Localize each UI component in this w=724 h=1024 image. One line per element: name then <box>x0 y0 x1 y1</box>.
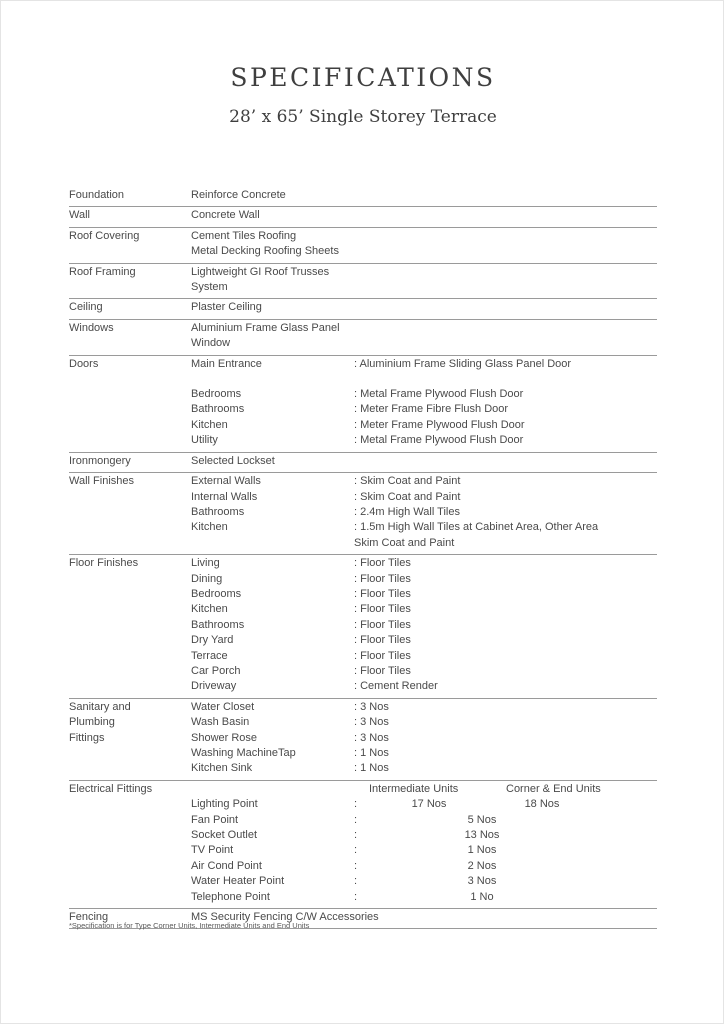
spec-value: : Meter Frame Plywood Flush Door <box>354 418 525 431</box>
spec-item: Water Closet <box>191 700 255 713</box>
spec-item: Metal Decking Roofing Sheets <box>191 245 339 258</box>
spec-item: Lightweight GI Roof Trusses System <box>191 265 330 294</box>
spec-item: Telephone Point <box>191 890 270 903</box>
quantity: 13 Nos <box>464 829 500 842</box>
spec-line <box>191 731 657 746</box>
colon: : <box>354 875 358 888</box>
page-title: SPECIFICATIONS <box>230 63 496 92</box>
colon: : <box>354 844 358 857</box>
spec-category: Electrical Fittings <box>69 782 153 795</box>
quantity: 5 Nos <box>467 813 497 826</box>
spec-row <box>69 299 657 319</box>
spec-value: : Floor Tiles <box>354 618 411 631</box>
electrical-line <box>191 797 657 812</box>
spec-category: Foundation <box>69 189 125 201</box>
spec-category: Roof Covering <box>69 229 140 242</box>
spec-item: Bathrooms <box>191 403 245 416</box>
spec-details <box>191 474 657 551</box>
spec-line <box>191 618 657 633</box>
quantity: 2 Nos <box>467 859 497 872</box>
quantity: 3 Nos <box>467 875 497 888</box>
colon: : <box>354 890 358 903</box>
spec-details <box>191 321 657 352</box>
spec-value: : Floor Tiles <box>354 664 411 677</box>
spec-item: Bedrooms <box>191 587 242 600</box>
spec-item: TV Point <box>191 844 234 857</box>
spec-line <box>191 572 657 587</box>
spec-item: Utility <box>191 434 218 447</box>
spec-item: Bedrooms <box>191 388 242 401</box>
spec-category: Fencing <box>69 911 109 924</box>
spec-line <box>191 402 657 417</box>
spec-item: Kitchen Sink <box>191 762 253 775</box>
spec-item: Dry Yard <box>191 634 234 647</box>
spec-details <box>191 357 657 449</box>
electrical-line <box>191 859 657 874</box>
spec-details <box>191 229 657 260</box>
spec-value: : 3 Nos <box>354 716 389 729</box>
spec-line <box>191 587 657 602</box>
electrical-line <box>191 828 657 843</box>
electrical-line <box>191 874 657 889</box>
spec-item: Bathrooms <box>191 505 245 518</box>
spec-line <box>191 761 657 776</box>
spec-item: Car Porch <box>191 664 241 677</box>
spec-line <box>191 700 657 715</box>
spec-details <box>191 265 657 296</box>
spec-value: : Metal Frame Plywood Flush Door <box>354 388 524 401</box>
spec-row <box>69 356 657 453</box>
spec-value: : Meter Frame Fibre Flush Door <box>354 403 509 416</box>
spec-line <box>191 490 657 505</box>
spec-line <box>191 474 657 489</box>
spec-item: Socket Outlet <box>191 829 258 842</box>
spec-row <box>69 187 657 207</box>
spec-line <box>191 188 657 203</box>
spec-row <box>69 699 657 781</box>
spec-value: : Cement Render <box>354 680 438 693</box>
spec-category: Ironmongery <box>69 454 131 467</box>
spec-line <box>191 265 657 296</box>
spec-category: Wall <box>69 209 90 222</box>
spec-line <box>191 229 657 244</box>
spec-category: Doors <box>69 357 99 370</box>
spec-item: Fan Point <box>191 813 239 826</box>
colon: : <box>354 829 358 842</box>
spec-category: Floor Finishes <box>69 557 139 570</box>
spec-line <box>191 357 657 372</box>
spec-row <box>69 473 657 555</box>
spec-line <box>191 208 657 223</box>
spec-item: Living <box>191 557 220 570</box>
spec-line <box>191 746 657 761</box>
spec-item: MS Security Fencing C/W Accessories <box>191 911 379 924</box>
spec-item: Concrete Wall <box>191 209 260 222</box>
spec-item: Dining <box>191 572 223 585</box>
spec-line <box>191 602 657 617</box>
spec-details <box>191 188 657 203</box>
spec-row <box>69 320 657 356</box>
spec-line <box>191 664 657 679</box>
spec-value: : Floor Tiles <box>354 634 411 647</box>
spec-line <box>191 418 657 433</box>
spec-row-electrical <box>69 781 657 909</box>
spec-category: Roof Framing <box>69 265 136 278</box>
spec-item: Water Heater Point <box>191 875 285 888</box>
spec-item: Kitchen <box>191 418 228 431</box>
spec-item: Internal Walls <box>191 490 258 503</box>
quantity: 1 Nos <box>467 844 497 857</box>
colon: : <box>354 813 358 826</box>
spec-row <box>69 555 657 699</box>
spec-details <box>191 454 657 469</box>
spec-item: Terrace <box>191 649 228 662</box>
spec-item: Bathrooms <box>191 618 245 631</box>
spec-line <box>191 300 657 315</box>
spec-line <box>191 433 657 448</box>
spec-row <box>69 228 657 264</box>
footnote: *Specification is for Type Corner Units, Intermediate Units and End Units <box>69 921 310 930</box>
spec-item: Washing MachineTap <box>191 747 296 759</box>
spec-item: Shower Rose <box>191 731 258 744</box>
spec-details <box>191 700 657 777</box>
spec-item: Cement Tiles Roofing <box>191 229 297 242</box>
spec-line <box>191 454 657 469</box>
spec-line <box>191 321 657 352</box>
spec-line <box>191 679 657 694</box>
spec-value: : 3 Nos <box>354 731 389 744</box>
spec-table <box>69 187 657 929</box>
spec-category: Windows <box>69 321 114 334</box>
spec-value: : Skim Coat and Paint <box>354 475 461 488</box>
spec-details <box>191 208 657 223</box>
spec-value: : Floor Tiles <box>354 649 411 662</box>
electrical-line <box>191 890 657 905</box>
spec-item: Driveway <box>191 680 237 693</box>
spec-value: : Floor Tiles <box>354 572 411 585</box>
spec-item: Reinforce Concrete <box>191 189 286 201</box>
spec-value: : Floor Tiles <box>354 557 411 570</box>
spec-value: : Skim Coat and Paint <box>354 490 461 503</box>
spec-category: Wall Finishes <box>69 475 134 488</box>
electrical-line <box>191 843 657 858</box>
spec-item: Aluminium Frame Glass Panel Window <box>191 321 340 350</box>
spec-value: : 3 Nos <box>354 700 389 713</box>
spec-line <box>191 505 657 520</box>
quantity: 1 No <box>470 890 494 903</box>
spec-line <box>191 633 657 648</box>
page-subtitle: 28’ x 65’ Single Storey Terrace <box>229 107 497 127</box>
header-spacer <box>191 782 369 797</box>
spec-line <box>191 649 657 664</box>
spec-item: Kitchen <box>191 521 228 534</box>
electrical-line <box>191 813 657 828</box>
header-corner-end-units: Corner & End Units <box>506 782 601 795</box>
quantity-corner-end: 18 Nos <box>524 798 560 811</box>
electrical-header <box>191 782 657 797</box>
colon: : <box>354 798 358 811</box>
header-intermediate-units: Intermediate Units <box>369 782 459 795</box>
spec-row <box>69 453 657 473</box>
colon: : <box>354 859 358 872</box>
spec-item: Lighting Point <box>191 798 258 811</box>
spec-item: Main Entrance <box>191 357 262 370</box>
spacer <box>191 372 657 387</box>
spec-value: : 2.4m High Wall Tiles <box>354 505 460 518</box>
spec-value: : Aluminium Frame Sliding Glass Panel Door <box>354 357 572 370</box>
spec-details <box>191 556 657 695</box>
spec-item: Plaster Ceiling <box>191 301 262 314</box>
spec-value: : 1 Nos <box>354 747 389 759</box>
spec-line <box>191 715 657 730</box>
spec-item: External Walls <box>191 475 261 488</box>
spec-details <box>191 300 657 315</box>
spec-item: Wash Basin <box>191 716 250 729</box>
spec-value: : Metal Frame Plywood Flush Door <box>354 434 524 447</box>
spec-line <box>191 244 657 259</box>
spec-line <box>191 387 657 402</box>
spec-item: Air Cond Point <box>191 859 262 872</box>
spec-row <box>69 264 657 300</box>
quantity-intermediate: 17 Nos <box>411 798 447 811</box>
spec-item: Selected Lockset <box>191 454 275 467</box>
spec-value: : 1.5m High Wall Tiles at Cabinet Area, Other Area Skim Coat and Paint <box>354 521 599 549</box>
spec-line <box>191 556 657 571</box>
spec-category: Ceiling <box>69 301 103 314</box>
spec-category: Sanitary and Plumbing Fittings <box>69 700 131 744</box>
spec-row <box>69 207 657 227</box>
spec-value: : Floor Tiles <box>354 587 411 600</box>
spec-details <box>191 782 657 905</box>
spec-value: : Floor Tiles <box>354 603 411 616</box>
spec-item: Kitchen <box>191 603 228 616</box>
spec-line <box>191 520 657 551</box>
spec-value: : 1 Nos <box>354 762 389 775</box>
